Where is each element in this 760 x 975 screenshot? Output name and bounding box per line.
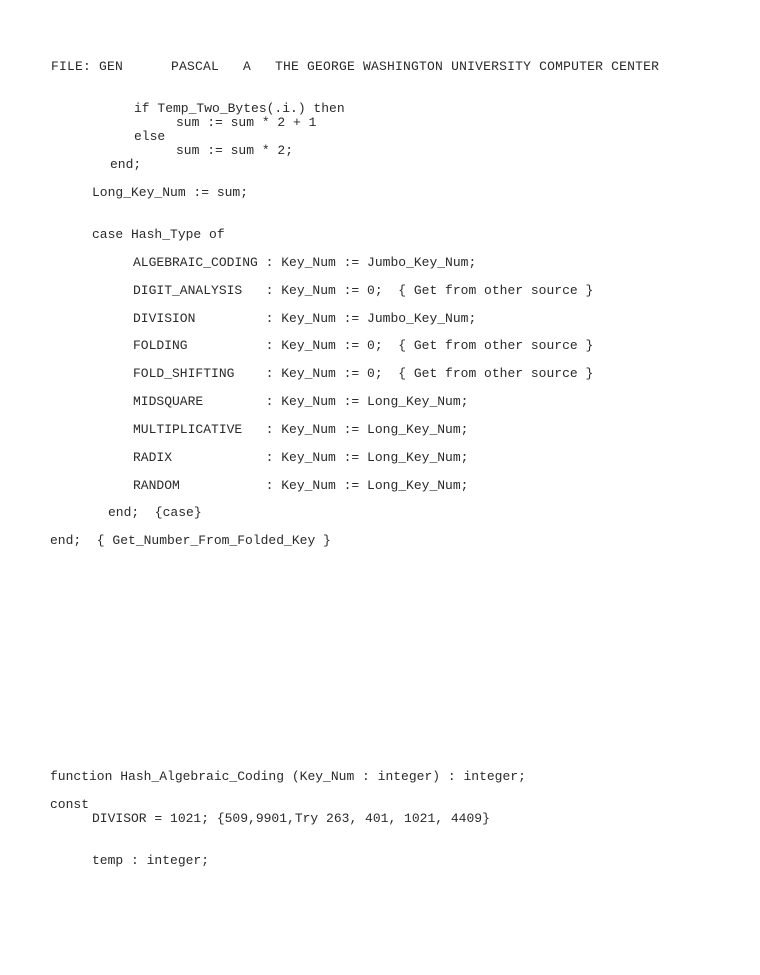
code-line: sum := sum * 2; bbox=[176, 143, 294, 158]
code-line: end; { Get_Number_From_Folded_Key } bbox=[50, 533, 331, 548]
code-line: const bbox=[50, 797, 90, 812]
code-line: function Hash_Algebraic_Coding (Key_Num : integer) : integer; bbox=[50, 769, 526, 784]
code-line: RANDOM : Key_Num := Long_Key_Num; bbox=[133, 478, 469, 493]
code-line: MIDSQUARE : Key_Num := Long_Key_Num; bbox=[133, 394, 469, 409]
code-line: sum := sum * 2 + 1 bbox=[176, 115, 317, 130]
code-line: case Hash_Type of bbox=[92, 227, 225, 242]
code-line: end; {case} bbox=[108, 505, 202, 520]
code-line: MULTIPLICATIVE : Key_Num := Long_Key_Num; bbox=[133, 422, 469, 437]
code-line: DIVISION : Key_Num := Jumbo_Key_Num; bbox=[133, 311, 477, 326]
code-line: Long_Key_Num := sum; bbox=[92, 185, 249, 200]
page-header: FILE: GEN PASCAL A THE GEORGE WASHINGTON UNIVERSITY COMPUTER CENTER bbox=[51, 59, 660, 74]
code-line: FOLD_SHIFTING : Key_Num := 0; { Get from other source } bbox=[133, 366, 594, 381]
code-line: if Temp_Two_Bytes(.i.) then bbox=[134, 101, 345, 116]
code-line: DIGIT_ANALYSIS : Key_Num := 0; { Get from other source } bbox=[133, 283, 594, 298]
code-line: RADIX : Key_Num := Long_Key_Num; bbox=[133, 450, 469, 465]
code-line: temp : integer; bbox=[92, 853, 210, 868]
code-line: ALGEBRAIC_CODING : Key_Num := Jumbo_Key_Num; bbox=[133, 255, 477, 270]
code-line: end; bbox=[110, 157, 142, 172]
code-line: FOLDING : Key_Num := 0; { Get from other source } bbox=[133, 338, 594, 353]
code-line: DIVISOR = 1021; {509,9901,Try 263, 401, 1021, 4409} bbox=[92, 811, 490, 826]
code-line: else bbox=[134, 129, 166, 144]
